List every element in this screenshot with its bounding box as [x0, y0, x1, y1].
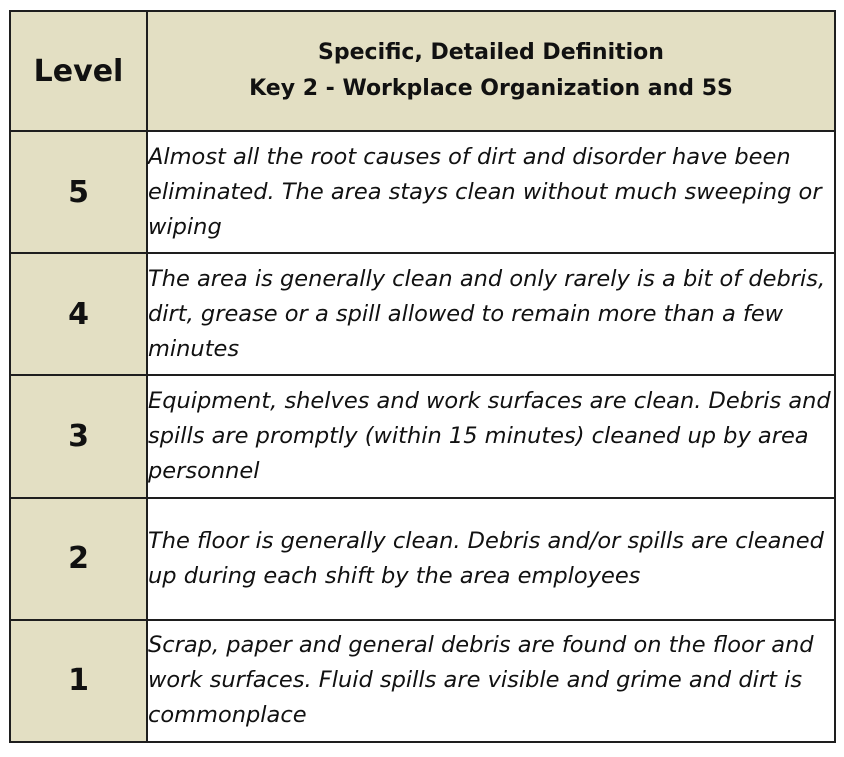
definition-cell: Almost all the root causes of dirt and disorder have been eliminated. The area stays clean without much sweeping or wiping	[147, 131, 835, 253]
level-cell: 1	[10, 620, 147, 742]
level-definition-table	[9, 10, 836, 743]
table-row	[10, 253, 835, 375]
table-header-row	[10, 11, 835, 131]
table-row	[10, 375, 835, 497]
definition-column-header	[147, 11, 835, 131]
definition-cell: The floor is generally clean. Debris and/or spills are cleaned up during each shift by the area employees	[147, 498, 835, 620]
table-row	[10, 131, 835, 253]
level-cell: 2	[10, 498, 147, 620]
level-cell: 4	[10, 253, 147, 375]
definition-header-line2: Key 2 - Workplace Organization and 5S	[249, 76, 733, 102]
definition-cell: Scrap, paper and general debris are found on the floor and work surfaces. Fluid spills are visible and grime and dirt is commonplace	[147, 620, 835, 742]
table-row	[10, 620, 835, 742]
level-column-header: Level	[10, 11, 147, 131]
level-cell: 3	[10, 375, 147, 497]
level-cell: 5	[10, 131, 147, 253]
definition-cell: The area is generally clean and only rarely is a bit of debris, dirt, grease or a spill allowed to remain more than a few minutes	[147, 253, 835, 375]
table-row	[10, 498, 835, 620]
definition-cell: Equipment, shelves and work surfaces are clean. Debris and spills are promptly (within 15 minutes) cleaned up by area personnel	[147, 375, 835, 497]
definition-header-line1: Specific, Detailed Definition	[318, 40, 664, 66]
